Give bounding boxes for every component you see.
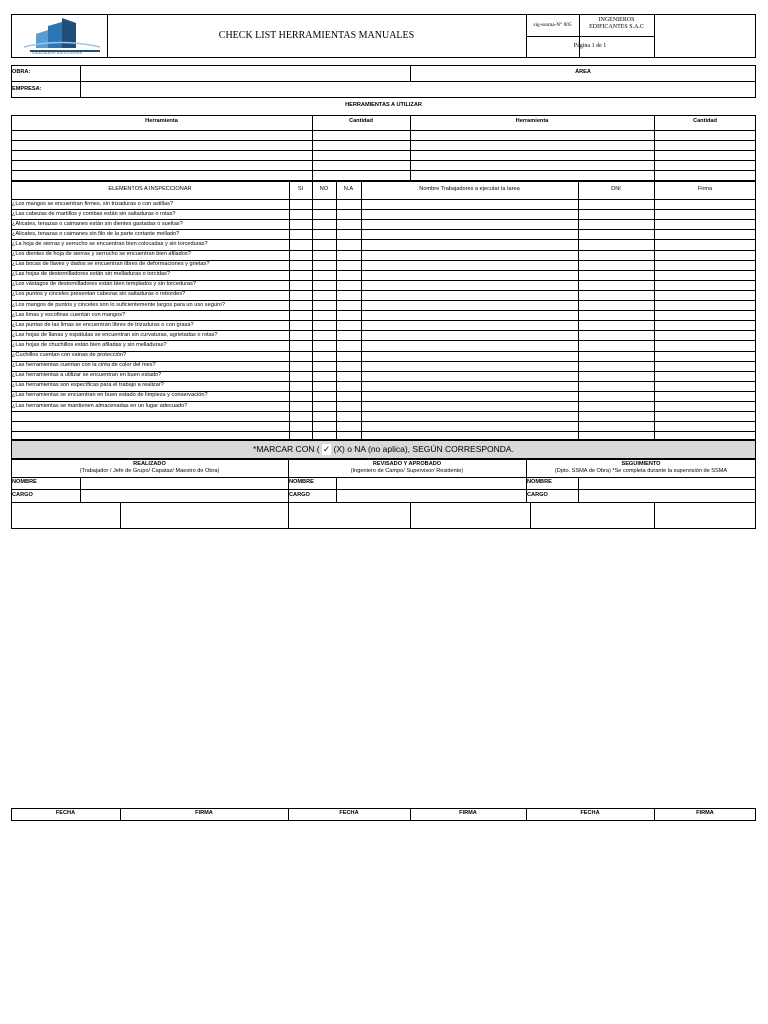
inspection-row-line <box>11 219 756 220</box>
footer-firma-3: FIRMA <box>696 810 714 816</box>
inspection-column-line <box>289 181 290 440</box>
seguimiento-cargo-label: CARGO <box>527 492 548 498</box>
inspection-item: ¿Alicates, tenazas o caimanes sin filo de la parte cortante mellado? <box>12 230 180 237</box>
realizado-nombre-label: NOMBRE <box>12 479 37 485</box>
inspection-row-line <box>11 411 756 412</box>
seguimiento-title: SEGUIMIENTO <box>621 461 661 467</box>
tools-table <box>11 115 756 181</box>
inspection-item: ¿Los vástagos de destornilladores están bien templados y sin torceduras? <box>12 281 197 288</box>
inspection-row-line <box>11 320 756 321</box>
seguimiento-subtitle: (Dpto. SSMA de Obra) *Se completa durante la supervisión de SSMA <box>554 468 728 474</box>
inspection-item: ¿Las herramientas se encuentran en buen estado de limpieza y conservación? <box>12 392 208 399</box>
inspection-row-line <box>11 340 756 341</box>
realizado-title: REALIZADO <box>133 461 166 467</box>
page-number: Página 1 de 1 <box>573 43 607 49</box>
revisado-title: REVISADO Y APROBADO <box>372 461 442 467</box>
revisado-nombre-label: NOMBRE <box>289 479 314 485</box>
inspection-item: ¿Las limas y escofinas cuentan con mangos? <box>12 311 126 318</box>
inspection-item: ¿Los dientes de hoja de sierras y serrucho se encuentran bien afilados? <box>12 251 191 257</box>
col-no: NO <box>319 186 329 192</box>
inspection-column-line <box>578 181 579 440</box>
realizado-subtitle: (Trabajador / Jefe de Grupo/ Capataz/ Maestro de Obra) <box>79 468 220 474</box>
inspection-item: ¿Las herramientas se mantienen almacenadas en un lugar adecuado? <box>12 402 188 409</box>
inspection-item: ¿Las bocas de llaves y dados se encuentran libres de deformaciones y grietas? <box>12 261 210 268</box>
col-si: SI <box>297 186 304 192</box>
col-firma: Firma <box>697 186 713 192</box>
empresa-label: EMPRESA: <box>12 86 42 92</box>
footer-fecha-3: FECHA <box>580 810 600 816</box>
inspection-item: ¿Las herramientas son específicas para el trabajo a realizar? <box>12 382 164 389</box>
footer-firma-2: FIRMA <box>459 810 477 816</box>
company-logo <box>14 16 106 56</box>
inspection-item: ¿Los mangos de puntos y cinceles son lo suficientemente largos para un uso seguro? <box>12 301 225 308</box>
inspection-item: ¿Alicates, tenazas o caimanes están sin dientes gastadas o sueltas? <box>12 220 183 227</box>
col-dni: DNI <box>611 186 621 192</box>
area-label: ÁREA <box>575 69 591 75</box>
inspection-row-line <box>11 300 756 301</box>
footer-fecha-1: FECHA <box>55 810 76 816</box>
inspection-column-line <box>336 181 337 440</box>
tools-col-herramienta-2: Herramienta <box>515 118 549 124</box>
inspection-item: ¿Las cabezas de martillos y combas están sin saltaduras o rotas? <box>12 210 176 217</box>
tools-section-title: HERRAMIENTAS A UTILIZAR <box>345 102 422 108</box>
inspection-row-line <box>11 330 756 331</box>
col-na: N.A <box>343 186 354 192</box>
check-mark-icon: ✓ <box>323 444 331 454</box>
revisado-subtitle: (Ingeniero de Campo/ Supervisor/ Residente) <box>350 468 464 474</box>
inspection-row-line <box>11 431 756 432</box>
company-name: INGENIEROS EDIFICANTES S.A.C <box>589 17 644 31</box>
col-elementos: ELEMENTOS A INSPECCIONAR <box>108 186 192 192</box>
obra-label: OBRA: <box>12 69 31 75</box>
marker-instruction <box>11 444 756 455</box>
inspection-row-line <box>11 310 756 311</box>
inspection-column-line <box>312 181 313 440</box>
inspection-item: ¿Las hojas de llanas y espátulas se encuentran sin curvaturas, agrietadas o rotas? <box>12 331 218 338</box>
inspection-column-line <box>361 181 362 440</box>
footer-fecha-2: FECHA <box>339 810 359 816</box>
col-trabajadores: Nombre Trabajadores a ejecutar la tarea <box>419 186 520 192</box>
tools-col-herramienta: Herramienta <box>145 118 178 124</box>
marker-suffix: (X) o NA (no aplica), SEGÚN CORRESPONDA. <box>333 444 514 454</box>
tools-col-cantidad: Cantidad <box>349 118 373 124</box>
inspection-item: ¿Las hojas de chuchillos están bien afiladas y sin melladuras? <box>12 341 167 348</box>
inspection-item: ¿Los puntos y cinceles presentan cabezas sin saltaduras o rebordes? <box>12 291 186 298</box>
inspection-item: ¿Las puntas de las limas se encuentran libres de trizaduras o con grasa? <box>12 321 194 328</box>
realizado-cargo-label: CARGO <box>12 492 33 498</box>
inspection-row-line <box>11 209 756 210</box>
inspection-row-line <box>11 229 756 230</box>
footer-firma-1: FIRMA <box>195 810 213 816</box>
page-title: CHECK LIST HERRAMIENTAS MANUALES <box>218 30 415 41</box>
document-code: sig-ssoma-N° 005 <box>533 22 572 28</box>
marker-prefix: *MARCAR CON ( <box>253 444 320 454</box>
inspection-row-line <box>11 239 756 240</box>
inspection-item: ¿Cuchillos cuentan con vainas de protección? <box>12 352 127 358</box>
inspection-item: ¿La hoja de sierras y serrucho se encuentran bien colocadas y sin torceduras? <box>12 240 208 247</box>
inspection-item: ¿Las herramientas cuentan con la cinta de color del mes? <box>12 362 156 369</box>
inspection-column-line <box>654 181 655 440</box>
logo-text: INGENIEROS EDIFICANTES <box>32 51 83 55</box>
inspection-item: ¿Las hojas de destornilladores están sin melladuras o torcidas? <box>12 271 170 278</box>
inspection-row-line <box>11 421 756 422</box>
inspection-item: ¿Los mangos se encuentran firmes, sin trizaduras o con astillas? <box>12 200 174 207</box>
seguimiento-nombre-label: NOMBRE <box>527 479 552 485</box>
inspection-row-line <box>11 401 756 402</box>
inspection-item: ¿Las herramientas a utilizar se encuentran en buen estado? <box>12 372 162 379</box>
inspection-header-line <box>11 199 756 200</box>
tools-col-cantidad-2: Cantidad <box>693 118 717 124</box>
revisado-cargo-label: CARGO <box>289 492 310 498</box>
